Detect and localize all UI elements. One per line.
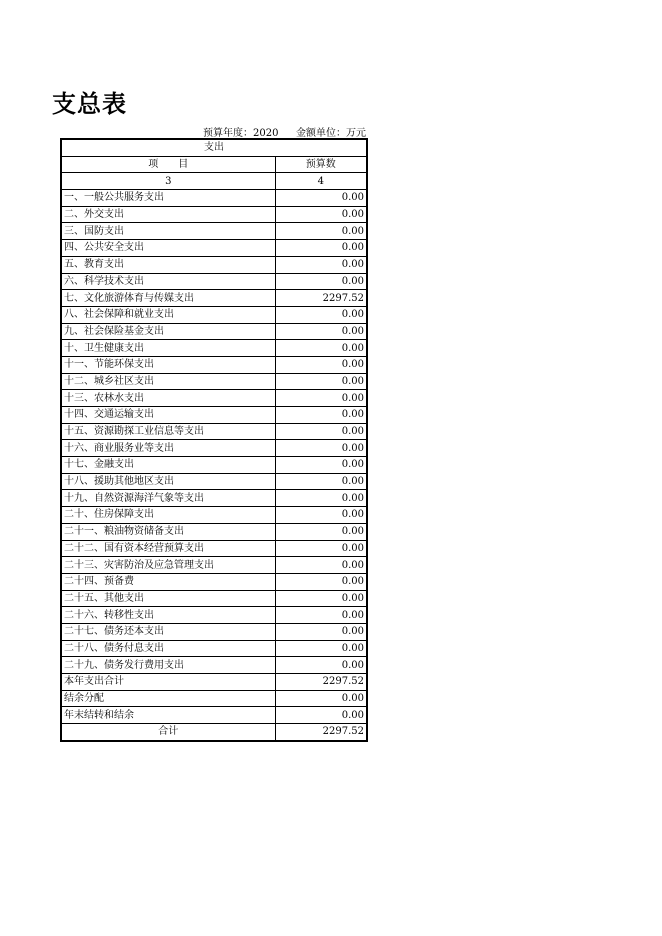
row-value: 0.00 [275,323,367,340]
table-row [61,623,367,640]
table-body [61,139,367,741]
row-label: 八、社会保障和就业支出 [61,306,275,323]
row-value: 0.00 [275,390,367,407]
row-value: 0.00 [275,273,367,290]
table-row [61,440,367,457]
row-label: 六、科学技术支出 [61,273,275,290]
row-label: 二十四、预备费 [61,573,275,590]
row-label: 三、国防支出 [61,223,275,240]
expenditure-table [60,138,368,742]
row-label: 十三、农林水支出 [61,390,275,407]
row-value: 2297.52 [275,290,367,307]
distribution-label: 结余分配 [61,690,275,707]
table-row [61,356,367,373]
row-label: 十六、商业服务业等支出 [61,440,275,457]
table-row [61,607,367,624]
section-header: 支出 [61,139,367,156]
row-label: 二十、住房保障支出 [61,507,275,524]
row-label: 二十一、粮油物资储备支出 [61,523,275,540]
table-row [61,423,367,440]
carryover-value: 0.00 [275,707,367,724]
row-label: 十七、金融支出 [61,457,275,474]
row-value: 0.00 [275,256,367,273]
row-value: 0.00 [275,507,367,524]
distribution-value: 0.00 [275,690,367,707]
row-label: 一、一般公共服务支出 [61,190,275,207]
carryover-label: 年末结转和结余 [61,707,275,724]
row-value: 0.00 [275,206,367,223]
column-number-amount: 4 [275,173,367,190]
column-number-row [61,173,367,190]
row-value: 0.00 [275,407,367,424]
subtotal-row [61,674,367,691]
row-value: 0.00 [275,490,367,507]
row-value: 0.00 [275,190,367,207]
row-value: 0.00 [275,640,367,657]
table-row [61,323,367,340]
table-row [61,573,367,590]
row-label: 十、卫生健康支出 [61,340,275,357]
table-row [61,390,367,407]
total-label: 合计 [61,724,275,741]
row-value: 0.00 [275,473,367,490]
row-value: 0.00 [275,340,367,357]
amount-unit: 金额单位：万元 [296,128,366,139]
row-value: 0.00 [275,356,367,373]
row-value: 0.00 [275,657,367,674]
total-row [61,724,367,741]
row-label: 九、社会保险基金支出 [61,323,275,340]
table-row [61,490,367,507]
table-row [61,340,367,357]
table-row [61,507,367,524]
row-value: 0.00 [275,607,367,624]
table-row [61,256,367,273]
row-value: 0.00 [275,573,367,590]
budget-year: 预算年度：2020 [203,128,279,139]
table-row [61,590,367,607]
column-header-item: 项 目 [61,156,275,173]
table-row [61,223,367,240]
subtotal-value: 2297.52 [275,674,367,691]
table-row [61,657,367,674]
row-value: 0.00 [275,223,367,240]
row-label: 二十三、灾害防治及应急管理支出 [61,557,275,574]
row-value: 0.00 [275,457,367,474]
row-label: 十一、节能环保支出 [61,356,275,373]
carryover-row [61,707,367,724]
row-value: 0.00 [275,423,367,440]
row-label: 二十六、转移性支出 [61,607,275,624]
row-value: 0.00 [275,540,367,557]
row-value: 0.00 [275,557,367,574]
column-header-row [61,156,367,173]
table-row [61,240,367,257]
row-label: 十九、自然资源海洋气象等支出 [61,490,275,507]
row-label: 十二、城乡社区支出 [61,373,275,390]
row-value: 0.00 [275,240,367,257]
table-row [61,206,367,223]
table-row [61,457,367,474]
table-row [61,373,367,390]
total-value: 2297.52 [275,724,367,741]
row-value: 0.00 [275,523,367,540]
row-label: 七、文化旅游体育与传媒支出 [61,290,275,307]
subtotal-label: 本年支出合计 [61,674,275,691]
table-row [61,640,367,657]
row-label: 十八、援助其他地区支出 [61,473,275,490]
row-label: 二十七、债务还本支出 [61,623,275,640]
row-value: 0.00 [275,623,367,640]
row-label: 二十九、债务发行费用支出 [61,657,275,674]
table-row [61,273,367,290]
page-title: 支总表 [52,90,127,118]
row-value: 0.00 [275,590,367,607]
table-row [61,523,367,540]
table-row [61,557,367,574]
table-row [61,190,367,207]
row-value: 0.00 [275,440,367,457]
column-number-item: 3 [61,173,275,190]
row-label: 四、公共安全支出 [61,240,275,257]
table-row [61,540,367,557]
row-label: 二十八、债务付息支出 [61,640,275,657]
row-label: 二十二、国有资本经营预算支出 [61,540,275,557]
row-label: 十四、交通运输支出 [61,407,275,424]
table-row [61,473,367,490]
table-row [61,306,367,323]
row-value: 0.00 [275,306,367,323]
table-row [61,290,367,307]
section-header-row [61,139,367,156]
row-label: 十五、资源勘探工业信息等支出 [61,423,275,440]
table-row [61,407,367,424]
row-label: 五、教育支出 [61,256,275,273]
distribution-row [61,690,367,707]
row-label: 二、外交支出 [61,206,275,223]
row-label: 二十五、其他支出 [61,590,275,607]
column-header-amount: 预算数 [275,156,367,173]
row-value: 0.00 [275,373,367,390]
